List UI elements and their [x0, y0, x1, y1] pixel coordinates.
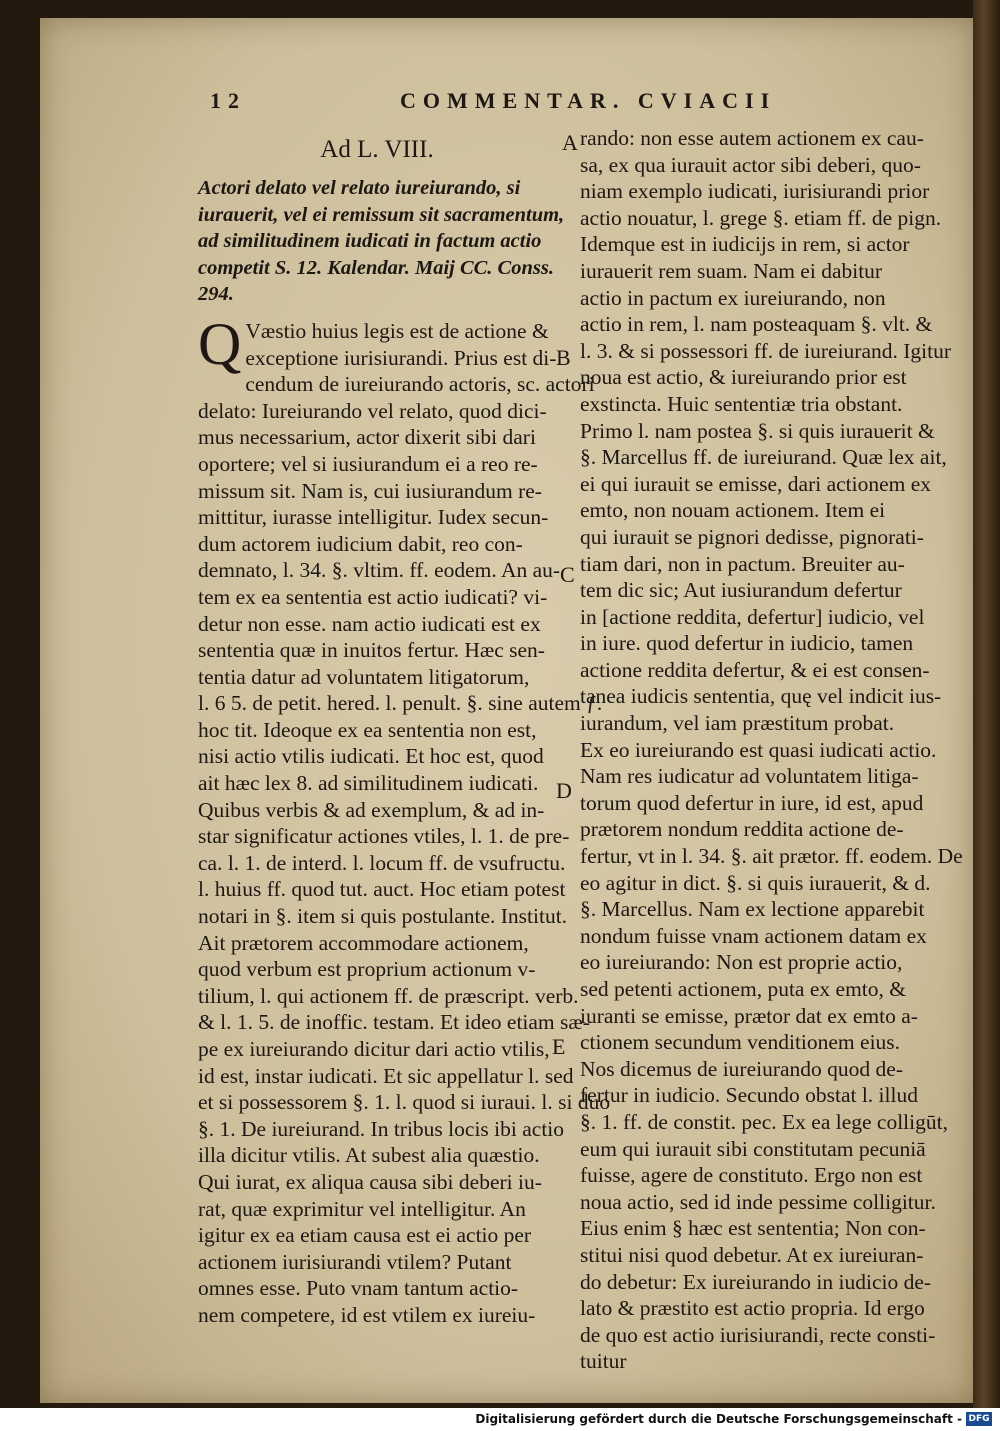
text-line: tilium, l. qui actionem ff. de præscript. verb.	[198, 983, 579, 1008]
text-line: fuisse, agere de constituto. Ergo non est	[580, 1163, 923, 1188]
running-title: COMMENTAR. CVIACII	[400, 88, 777, 113]
right-column	[580, 125, 963, 1375]
text-line: actione reddita defertur, & ei est consen-	[580, 657, 930, 682]
text-line: eum qui iurauit sibi constitutam pecuniā	[580, 1136, 926, 1161]
page-edge	[973, 0, 1000, 1408]
footer-bar	[0, 1408, 1000, 1431]
text-line: actio nouatur, l. grege §. etiam ff. de pign.	[580, 205, 942, 230]
summary-line: 294.	[198, 283, 234, 306]
text-line: Idemque est in iudicijs in rem, si actor	[580, 232, 910, 257]
text-line: id est, instar iudicati. Et sic appellatur l. sed	[198, 1063, 574, 1088]
text-line: tuitur	[580, 1349, 627, 1374]
text-line: eo agitur in dict. §. si quis iurauerit, & d.	[580, 870, 931, 895]
text-line: pe ex iureiurando dicitur dari actio vtilis,	[198, 1037, 550, 1061]
text-line: oportere; vel si iusiurandum ei a reo re-	[198, 451, 538, 476]
text-line: §. Marcellus. Nam ex lectione apparebit	[580, 897, 925, 922]
text-line: Eius enim § hæc est sententia; Non con-	[580, 1216, 926, 1241]
text-line: & l. 1. 5. de inoffic. testam. Et ideo etiam sæ-	[198, 1010, 590, 1035]
text-line: tem ex ea sententia est actio iudicati? vi-	[198, 584, 548, 609]
text-line: missum sit. Nam is, cui iusiurandum re-	[198, 478, 542, 503]
text-line: iurandum, vel iam præstitum probat.	[580, 711, 895, 736]
text-line: nondum fuisse vnam actionem datam ex	[580, 923, 927, 948]
text-line: mittitur, iurasse intelligitur. Iudex secun-	[198, 505, 549, 530]
margin-letter-e: E	[552, 1034, 566, 1059]
text-line: hoc tit. Ideoque ex ea sententia non est,	[198, 717, 537, 742]
text-line: tem dic sic; Aut iusiurandum defertur	[580, 578, 902, 603]
summary-line: Actori delato vel relato iureiurando, si	[198, 177, 521, 199]
text-line: fertur, vt in l. 34. §. ait prætor. ff. eodem. De	[580, 844, 963, 869]
text-line: Nam res iudicatur ad voluntatem litiga-	[580, 764, 919, 789]
text-line: demnato, l. 34. §. vltim. ff. eodem. An au-	[198, 558, 561, 583]
text-line: Ex eo iureiurando est quasi iudicati actio.	[580, 737, 937, 762]
text-line: sententia quæ in inuitos fertur. Hæc sen-	[198, 638, 545, 663]
margin-letter-a: A	[562, 130, 578, 155]
page-number: 12	[210, 88, 246, 113]
text-line: illa dicitur vtilis. At subest alia quæstio.	[198, 1143, 540, 1168]
summary-line: ad similitudinem iudicati in factum actio	[198, 230, 542, 253]
text-line: detur non esse. nam actio iudicati est ex	[198, 611, 541, 636]
summary-line: iurauerit, vel ei remissum sit sacramentum,	[198, 203, 565, 226]
text-line: de quo est actio iurisiurandi, recte consti-	[580, 1322, 936, 1347]
text-line: §. Marcellus ff. de iureiurand. Quæ lex ait,	[580, 445, 947, 470]
text-line: iuranti se emisse, prætor dat ex emto a-	[580, 1003, 918, 1028]
text-line: rat, quæ exprimitur vel intelligitur. An	[198, 1196, 526, 1221]
text-line: star significatur actiones vtiles, l. 1. de pre-	[198, 824, 570, 849]
text-line: nem competere, id est vtilem ex iureiu-	[198, 1302, 536, 1327]
text-line: actio in rem, l. nam posteaquam §. vlt. &	[580, 312, 933, 337]
text-line: iurauerit rem suam. Nam ei dabitur	[580, 258, 883, 283]
body-text-left	[198, 310, 611, 1329]
text-line: l. huius ff. quod tut. auct. Hoc etiam potest	[198, 877, 566, 902]
text-line: tentia datur ad voluntatem litigatorum,	[198, 664, 530, 689]
summary-line: competit S. 12. Kalendar. Maij CC. Conss.	[198, 256, 554, 279]
margin-letter-c: C	[560, 562, 575, 587]
text-line: Væstio huius legis est de actione &	[245, 318, 549, 343]
text-line: sed petenti actionem, puta ex emto, &	[580, 977, 906, 1001]
text-line: notari in §. item si quis postulante. Institut.	[198, 904, 568, 929]
text-line: Nos dicemus de iureiurando quod de-	[580, 1056, 904, 1081]
text-line: rando: non esse autem actionem ex cau-	[580, 126, 924, 150]
text-line: noua est actio, & iureiurando prior est	[580, 365, 907, 390]
text-line: igitur ex ea etiam causa est ei actio per	[198, 1223, 532, 1248]
text-line: quod verbum est proprium actionum v-	[198, 957, 536, 982]
text-line: et si possessorem §. 1. l. quod si iuraui. l. si duo	[198, 1090, 611, 1115]
text-line: eo iureiurando: Non est proprie actio,	[580, 950, 903, 975]
margin-letter-d: D	[556, 778, 572, 803]
text-line: tanea iudicis sententia, quę vel indicit ius-	[580, 684, 942, 709]
text-line: mus necessarium, actor dixerit sibi dari	[198, 425, 536, 450]
text-line: actio in pactum ex iureiurando, non	[580, 285, 886, 310]
text-line: exstincta. Huic sententiæ tria obstant.	[580, 391, 903, 416]
text-line: in iure. quod defertur in iudicio, tamen	[580, 631, 914, 656]
page-header	[210, 88, 930, 118]
text-line: emto, non nouam actionem. Item ei	[580, 498, 886, 523]
text-line: in [actione reddita, defertur] iudicio, vel	[580, 604, 925, 629]
text-line: l. 6 5. de petit. hered. l. penult. §. sine autem ƒ.	[198, 691, 603, 716]
text-line: niam exemplo iudicati, iurisiurandi prior	[580, 179, 930, 204]
text-line: fertur in iudicio. Secundo obstat l. illud	[580, 1083, 918, 1108]
text-line: cendum de iureiurando actoris, sc. actori	[245, 372, 595, 397]
text-line: stitui nisi quod debetur. At ex iureiuran-	[580, 1242, 924, 1267]
text-line: §. 1. ff. de constit. pec. Ex ea lege colligūt,	[580, 1109, 948, 1134]
text-line: delato: Iureiurando vel relato, quod dici-	[198, 398, 547, 423]
text-line: Qui iurat, ex aliqua causa sibi deberi iu-	[198, 1169, 542, 1194]
text-line: Quibus verbis & ad exemplum, & ad in-	[198, 797, 545, 822]
summary-block	[198, 175, 565, 308]
dfg-logo-icon: DFG	[966, 1412, 992, 1426]
text-line: lato & præstito est actio propria. Id ergo	[580, 1296, 925, 1321]
text-line: nisi actio vtilis iudicati. Et hoc est, quod	[198, 744, 544, 769]
text-line: prætorem nondum reddita actione de-	[580, 817, 904, 842]
section-heading: Ad L. VIII.	[320, 136, 434, 163]
text-line: qui iurauit se pignori dedisse, pignorati-	[580, 524, 924, 549]
footer-credit: Digitalisierung gefördert durch die Deutsche Forschungsgemeinschaft -	[475, 1412, 962, 1426]
text-line: ctionem secundum venditionem eius.	[580, 1030, 901, 1055]
text-line: Primo l. nam postea §. si quis iurauerit &	[580, 418, 935, 443]
text-line: ca. l. 1. de interd. l. locum ff. de vsufructu.	[198, 850, 566, 875]
text-line: dum actorem iudicium dabit, reo con-	[198, 531, 523, 556]
left-column	[198, 135, 611, 1329]
text-line: sa, ex qua iurauit actor sibi deberi, quo-	[580, 152, 921, 177]
text-line: omnes esse. Puto vnam tantum actio-	[198, 1276, 519, 1301]
text-line: Ait prætorem accommodare actionem,	[198, 930, 529, 955]
text-line: noua actio, sed id inde pessime colligitur.	[580, 1189, 936, 1214]
text-line: do debetur: Ex iureiurando in iudicio de-	[580, 1269, 932, 1294]
text-line: ait hæc lex 8. ad similitudinem iudicati.	[198, 771, 539, 796]
text-line: actionem iurisiurandi vtilem? Putant	[198, 1249, 512, 1274]
text-line: tiam dari, non in pactum. Breuiter au-	[580, 551, 905, 576]
text-line: ei qui iurauit se emisse, dari actionem ex	[580, 471, 932, 496]
drop-cap: Q	[198, 310, 242, 377]
text-line: torum quod defertur in iure, id est, apud	[580, 790, 924, 815]
text-line: exceptione iurisiurandi. Prius est di-	[245, 345, 557, 370]
text-line: §. 1. De iureiurand. In tribus locis ibi actio	[198, 1116, 565, 1141]
text-line: l. 3. & si possessori ff. de iureiurand. Igitur	[580, 338, 952, 363]
margin-letter-b: B	[556, 345, 571, 370]
